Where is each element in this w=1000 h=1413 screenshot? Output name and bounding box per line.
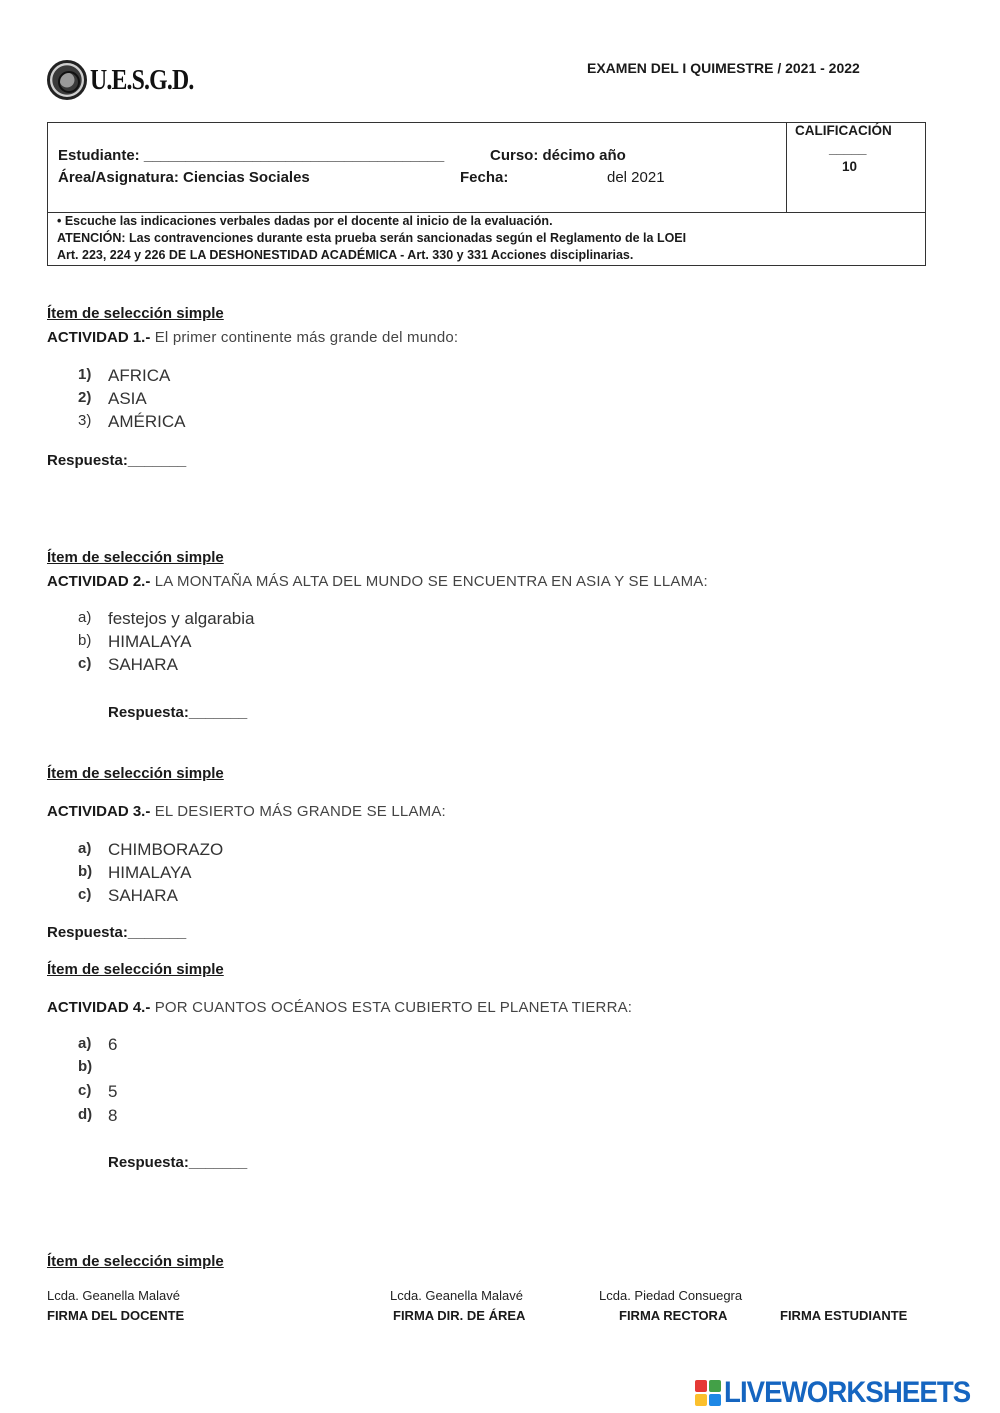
option-item[interactable] <box>78 886 178 906</box>
activity-1-heading <box>47 329 458 346</box>
option-marker: b) <box>78 632 92 649</box>
section-title: Ítem de selección simple <box>47 1253 224 1270</box>
option-marker: d) <box>78 1106 93 1123</box>
option-text: 6 <box>108 1035 118 1054</box>
grade-max: 10 <box>842 159 858 174</box>
section-title: Ítem de selección simple <box>47 961 224 978</box>
option-marker: a) <box>78 840 92 857</box>
option-marker: b) <box>78 863 93 880</box>
logo-square <box>695 1380 707 1392</box>
option-item[interactable] <box>78 840 223 860</box>
option-marker: c) <box>78 1082 92 1099</box>
option-item[interactable] <box>78 632 191 652</box>
signature-name-director: Lcda. Geanella Malavé <box>390 1288 523 1303</box>
school-seal-icon <box>47 60 87 100</box>
logo-square <box>709 1380 721 1392</box>
activity-question: LA MONTAÑA MÁS ALTA DEL MUNDO SE ENCUENTRA EN ASIA Y SE LLAMA: <box>150 573 708 590</box>
section-title: Ítem de selección simple <box>47 765 224 782</box>
answer-field[interactable]: Respuesta:_______ <box>47 452 187 469</box>
option-item[interactable] <box>78 1035 117 1055</box>
activity-label: ACTIVIDAD 4.- <box>47 999 151 1016</box>
activity-label: ACTIVIDAD 1.- <box>47 329 151 346</box>
option-text: AMÉRICA <box>108 412 186 431</box>
option-marker: 3) <box>78 412 92 429</box>
box-divider-horizontal <box>48 212 925 213</box>
option-marker: a) <box>78 609 92 626</box>
articles-text: Art. 223, 224 y 226 DE LA DESHONESTIDAD ACADÉMICA - Art. 330 y 331 Acciones disciplinarias. <box>57 248 634 262</box>
option-item[interactable] <box>78 1082 117 1102</box>
student-info-box <box>47 122 926 266</box>
option-item[interactable] <box>78 366 170 386</box>
option-text: festejos y algarabia <box>108 609 255 628</box>
area-label: Área/Asignatura: Ciencias Sociales <box>58 169 310 186</box>
option-text: 8 <box>108 1106 118 1125</box>
date-value: del 2021 <box>607 169 665 186</box>
signature-role-docente: FIRMA DEL DOCENTE <box>47 1308 185 1323</box>
activity-question: EL DESIERTO MÁS GRANDE SE LLAMA: <box>150 803 446 820</box>
option-text: AFRICA <box>108 366 171 385</box>
option-text: HIMALAYA <box>108 632 192 651</box>
activity-question: El primer continente más grande del mundo: <box>150 329 459 346</box>
student-name-field[interactable]: Estudiante: ____________________________________ <box>58 147 445 164</box>
activity-label: ACTIVIDAD 2.- <box>47 573 151 590</box>
activity-question: POR CUANTOS OCÉANOS ESTA CUBIERTO EL PLANETA TIERRA: <box>150 999 633 1016</box>
answer-field[interactable]: Respuesta:_______ <box>108 1154 248 1171</box>
school-logo <box>47 58 216 102</box>
activity-3-heading <box>47 803 446 820</box>
option-text: HIMALAYA <box>108 863 192 882</box>
option-item[interactable] <box>78 412 185 432</box>
option-item[interactable] <box>78 863 191 883</box>
liveworksheets-watermark <box>695 1378 992 1408</box>
box-divider-vertical <box>786 123 787 212</box>
activity-4-heading <box>47 999 632 1016</box>
signature-name-docente: Lcda. Geanella Malavé <box>47 1288 180 1303</box>
signature-name-rectora: Lcda. Piedad Consuegra <box>599 1288 743 1303</box>
option-text: SAHARA <box>108 886 178 905</box>
option-item[interactable] <box>78 1058 108 1075</box>
option-marker: c) <box>78 655 92 672</box>
section-title: Ítem de selección simple <box>47 549 224 566</box>
logo-square <box>709 1394 721 1406</box>
option-marker: a) <box>78 1035 92 1052</box>
signature-role-estudiante: FIRMA ESTUDIANTE <box>780 1308 908 1323</box>
answer-field[interactable]: Respuesta:_______ <box>47 924 187 941</box>
attention-text: ATENCIÓN: Las contravenciones durante esta prueba serán sancionadas según el Reglamento de la LOEI <box>57 231 687 245</box>
grade-blank[interactable]: _____ <box>829 141 867 156</box>
logo-text: U.E.S.G.D. <box>90 63 194 96</box>
option-text: ASIA <box>108 389 147 408</box>
signature-role-rectora: FIRMA RECTORA <box>619 1308 728 1323</box>
option-marker: b) <box>78 1058 93 1075</box>
liveworksheets-logo-icon <box>695 1380 721 1406</box>
option-marker: c) <box>78 886 92 903</box>
activity-2-heading <box>47 573 708 590</box>
option-text: CHIMBORAZO <box>108 840 224 859</box>
option-item[interactable] <box>78 655 178 675</box>
option-marker: 2) <box>78 389 92 406</box>
date-label: Fecha: <box>460 169 509 186</box>
signature-role-director: FIRMA DIR. DE ÁREA <box>393 1308 526 1323</box>
option-item[interactable] <box>78 389 147 409</box>
logo-square <box>695 1394 707 1406</box>
option-item[interactable] <box>78 1106 117 1126</box>
option-text: SAHARA <box>108 655 178 674</box>
option-text: 5 <box>108 1082 118 1101</box>
activity-label: ACTIVIDAD 3.- <box>47 803 151 820</box>
option-marker: 1) <box>78 366 92 383</box>
option-item[interactable] <box>78 609 254 629</box>
exam-title: EXAMEN DEL I QUIMESTRE / 2021 - 2022 <box>587 60 860 76</box>
answer-field[interactable]: Respuesta:_______ <box>108 704 248 721</box>
instruction-text: • Escuche las indicaciones verbales dadas por el docente al inicio de la evaluación. <box>57 214 553 228</box>
grade-label: CALIFICACIÓN <box>795 123 892 138</box>
section-title: Ítem de selección simple <box>47 305 224 322</box>
course-label: Curso: décimo año <box>490 147 626 164</box>
watermark-text: LIVEWORKSHEETS <box>724 1376 971 1409</box>
